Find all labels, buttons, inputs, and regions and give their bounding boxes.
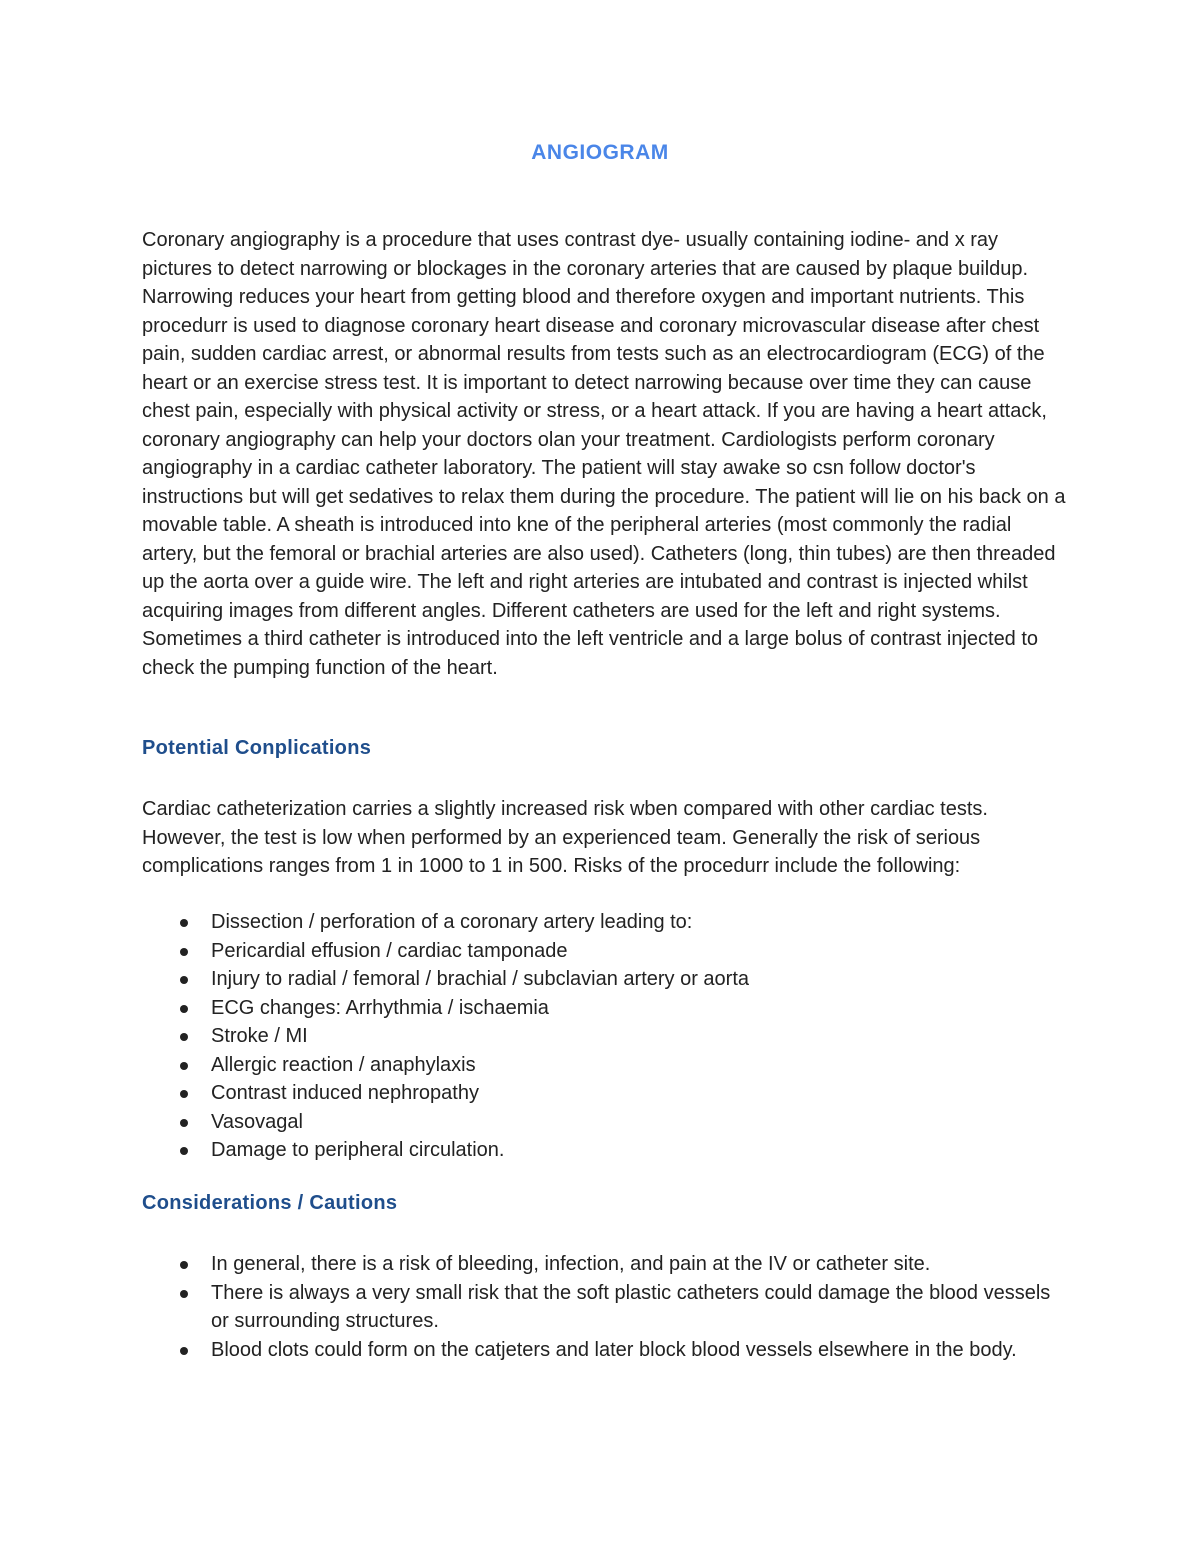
complications-list [142, 908, 1067, 1165]
bullet-icon [180, 1290, 188, 1298]
complications-paragraph: Cardiac catheterization carries a slightly increased risk wben compared with other cardiac tests. However, the test is low when performed by an experienced team. Generally the risk of serious complications ranges from 1 in 1000 to 1 in 500. Risks of the procedurr include the following: [142, 798, 988, 877]
list-item [142, 1336, 1067, 1365]
bullet-icon [180, 1005, 188, 1013]
list-item [142, 1022, 1067, 1051]
bullet-icon [180, 948, 188, 956]
considerations-list [142, 1250, 1067, 1364]
bullet-icon [180, 1119, 188, 1127]
list-item-text: In general, there is a risk of bleeding, infection, and pain at the IV or catheter site. [211, 1253, 931, 1275]
list-item-text: There is always a very small risk that the soft plastic catheters could damage the blood vessels or surrounding structures. [211, 1281, 1051, 1332]
bullet-icon [180, 976, 188, 984]
list-item [142, 1108, 1067, 1137]
list-item [142, 1051, 1067, 1080]
list-item-text: Contrast induced nephropathy [211, 1082, 479, 1104]
bullet-icon [180, 1347, 188, 1355]
document-title: ANGIOGRAM [531, 141, 669, 164]
list-item [142, 965, 1067, 994]
intro-paragraph: Coronary angiography is a procedure that uses contrast dye- usually containing iodine- and x ray pictures to detect narrowing or blockages in the coronary arteries that are caused by plaque buildup. Narrowing reduces your heart from getting blood and therefore oxygen and important nutrients. This procedurr is used to diagnose coronary heart disease and coronary microvascular disease after chest pain, sudden cardiac arrest, or abnormal results from tests such as an electrocardiogram (ECG) of the heart or an exercise stress test. It is important to detect narrowing because over time they can cause chest pain, especially with physical activity or stress, or a heart attack. If you are having a heart attack, coronary angiography can help your doctors olan your treatment. Cardiologists perform coronary angiography in a cardiac catheter laboratory. The patient will stay awake so csn follow doctor's instructions but will get sedatives to relax them during the procedure. The patient will lie on his back on a movable table. A sheath is introduced into kne of the peripheral arteries (most commonly the radial artery, but the femoral or brachial arteries are also used). Catheters (long, thin tubes) are then threaded up the aorta over a guide wire. The left and right arteries are intubated and contrast is injected whilst acquiring images from different angles. Different catheters are used for the left and right systems. Sometimes a third catheter is introduced into the left ventricle and a large bolus of contrast injected to check the pumping function of the heart. [142, 229, 1066, 679]
list-item [142, 1079, 1067, 1108]
list-item [142, 994, 1067, 1023]
bullet-icon [180, 1033, 188, 1041]
list-item-text: ECG changes: Arrhythmia / ischaemia [211, 996, 549, 1019]
considerations-heading: Considerations / Cautions [142, 1192, 398, 1214]
complications-heading: Potential Conplications [142, 737, 372, 759]
list-item [142, 908, 1067, 937]
list-item-text: Stroke / MI [211, 1025, 308, 1047]
bullet-icon [180, 1261, 188, 1269]
list-item [142, 937, 1067, 966]
list-item-text: Pericardial effusion / cardiac tamponade [211, 939, 568, 962]
list-item [142, 1136, 1067, 1165]
list-item-text: Allergic reaction / anaphylaxis [211, 1053, 476, 1076]
list-item [142, 1279, 1067, 1336]
list-item-text: Blood clots could form on the catjeters and later block blood vessels elsewhere in the body. [211, 1338, 1017, 1361]
list-item [142, 1250, 1067, 1279]
list-item-text: Damage to peripheral circulation. [211, 1139, 505, 1161]
bullet-icon [180, 1062, 188, 1070]
bullet-icon [180, 1090, 188, 1098]
bullet-icon [180, 1147, 188, 1155]
list-item-text: Vasovagal [211, 1110, 303, 1133]
bullet-icon [180, 919, 188, 927]
list-item-text: Dissection / perforation of a coronary artery leading to: [211, 911, 693, 933]
list-item-text: Injury to radial / femoral / brachial / subclavian artery or aorta [211, 968, 750, 990]
